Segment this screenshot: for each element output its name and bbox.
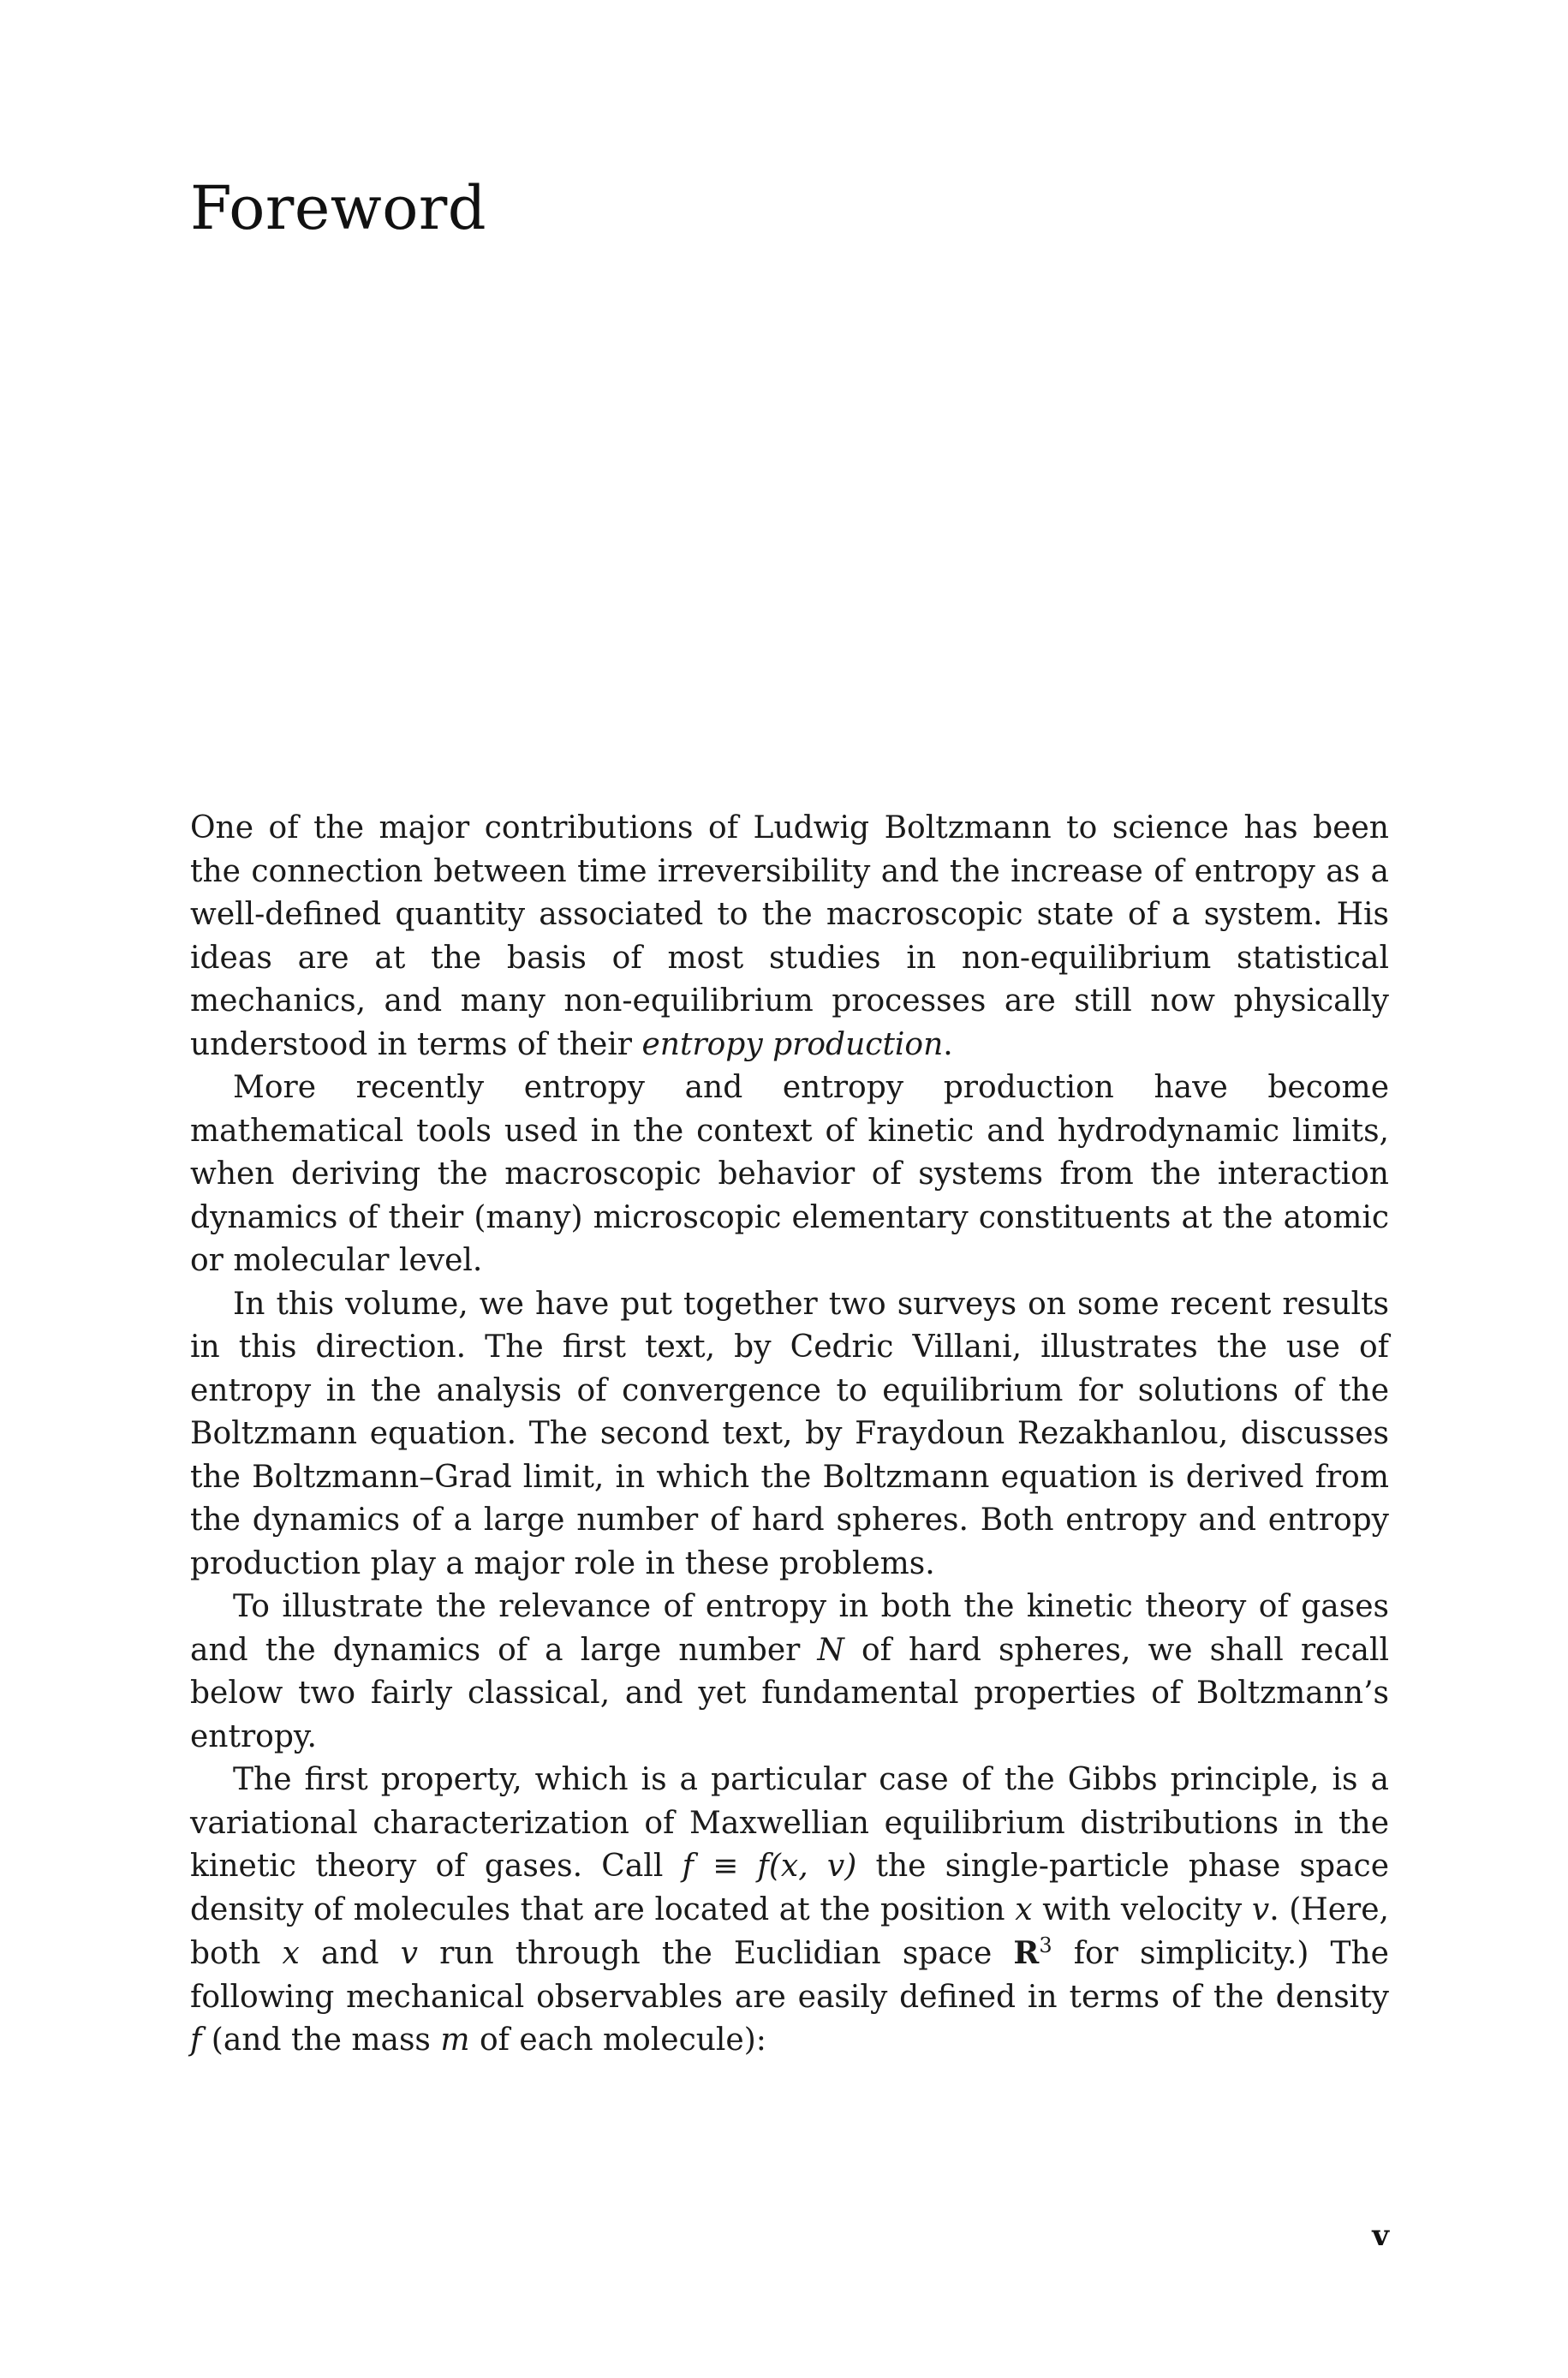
paragraph-3: In this volume, we have put together two surveys on some recent results in this direction. The first text, by Cedric Villani, illustrates the use of entropy in the analysis of convergence to equilibrium for solutions of the Boltzmann equation. The second text, by Fraydoun Rezakhanlou, discusses the Boltzmann–Grad limit, in which the Boltzmann equation is derived from the dynamics of a large number of hard spheres. Both entropy and entropy production play a major role in these problems. (190, 1286, 1389, 1581)
paragraph-4-before: To illustrate the relevance of entropy in both the kinetic theory of gases and the dynamics of a large number (190, 1589, 1389, 1668)
math-var-f-2: f (190, 2022, 202, 2058)
math-var-v: v (1251, 1891, 1270, 1927)
paragraph-5-s6: run through the Euclidian space (418, 1936, 1014, 1971)
paragraph-4 (190, 1586, 1389, 1759)
math-var-x: x (1015, 1891, 1033, 1927)
math-var-N: N (817, 1632, 844, 1668)
paragraph-5-s7: for simplicity.) The following mechanical observables are easily defined in terms of the density (190, 1936, 1389, 2015)
paragraph-4-after: of hard spheres, we shall recall below two fairly classical, and yet fundamental properties of Boltzmann’s entropy. (190, 1632, 1389, 1754)
paragraph-1-end: . (943, 1026, 953, 1062)
page-title: Foreword (190, 173, 487, 243)
math-f-of-xv: f(x, v) (757, 1849, 857, 1884)
paragraph-5-s3: with velocity (1032, 1891, 1252, 1927)
entropy-production-emphasis: entropy production (641, 1026, 944, 1062)
paragraph-5-s1: The first property, which is a particular case of the Gibbs principle, is a variational characterization of Maxwellian equilibrium distributions in the kinetic theory of gases. Call (190, 1762, 1389, 1884)
math-space-R: R (1013, 1935, 1040, 1971)
paragraph-1 (190, 807, 1389, 1067)
math-var-f: f (682, 1849, 694, 1884)
math-space-exponent: 3 (1039, 1933, 1052, 1957)
math-var-x-2: x (282, 1936, 300, 1971)
page-number: v (1372, 2219, 1389, 2253)
math-var-m: m (440, 2022, 470, 2058)
paragraph-5-s4: . (Here, both (190, 1891, 1389, 1971)
paragraph-2: More recently entropy and entropy production have become mathematical tools used in the context of kinetic and hydrodynamic limits, when deriving the macroscopic behavior of systems from the interaction dynamics of their (many) microscopic elementary constituents at the atomic or molecular level. (190, 1070, 1389, 1278)
foreword-body (190, 807, 1389, 2063)
paragraph-5-s5: and (299, 1936, 401, 1971)
paragraph-5-s9: of each molecule): (469, 2022, 766, 2058)
math-equiv: ≡ (693, 1849, 758, 1884)
paragraph-1-text: One of the major contributions of Ludwig Boltzmann to science has been the connection between time irreversibility and the increase of entropy as a well-defined quantity associated to the macroscopic state of a system. His ideas are at the basis of most studies in non-equilibrium statistical mechanics, and many non-equilibrium processes are still now physically understood in terms of their (190, 810, 1389, 1062)
math-var-v-2: v (400, 1936, 419, 1971)
paragraph-5-s8: (and the mass (201, 2022, 441, 2058)
paragraph-5 (190, 1759, 1389, 2063)
paragraph-5-s2: the single-particle phase space density of molecules that are located at the position (190, 1849, 1390, 1927)
